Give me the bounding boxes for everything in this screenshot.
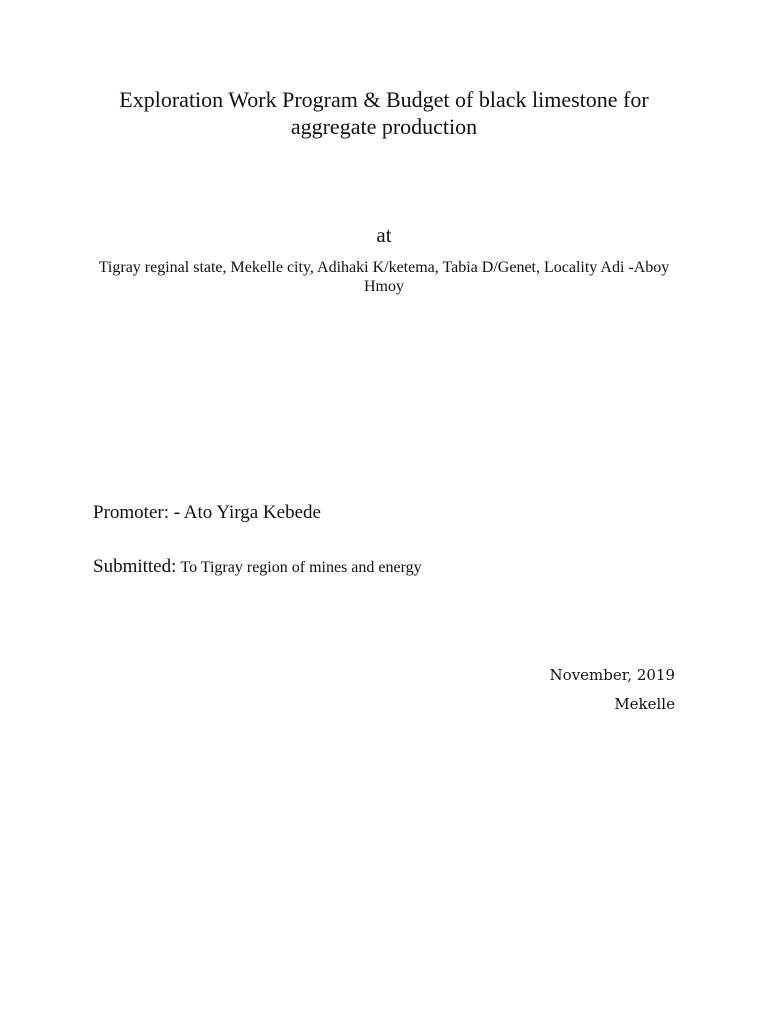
document-city: Mekelle	[614, 695, 675, 713]
submitted-label: Submitted:	[93, 556, 177, 577]
document-date: November, 2019	[549, 666, 675, 684]
submitted-line	[93, 556, 422, 579]
promoter-line: Promoter: - Ato Yirga Kebede	[93, 502, 321, 523]
at-label: at	[376, 223, 392, 247]
location-text: Tigray reginal state, Mekelle city, Adihaki K/ketema, Tabia D/Genet, Locality Adi -Aboy Hmoy	[98, 259, 670, 295]
document-title: Exploration Work Program & Budget of black limestone for aggregate production	[119, 87, 649, 139]
submitted-value: To Tigray region of mines and energy	[180, 559, 422, 576]
